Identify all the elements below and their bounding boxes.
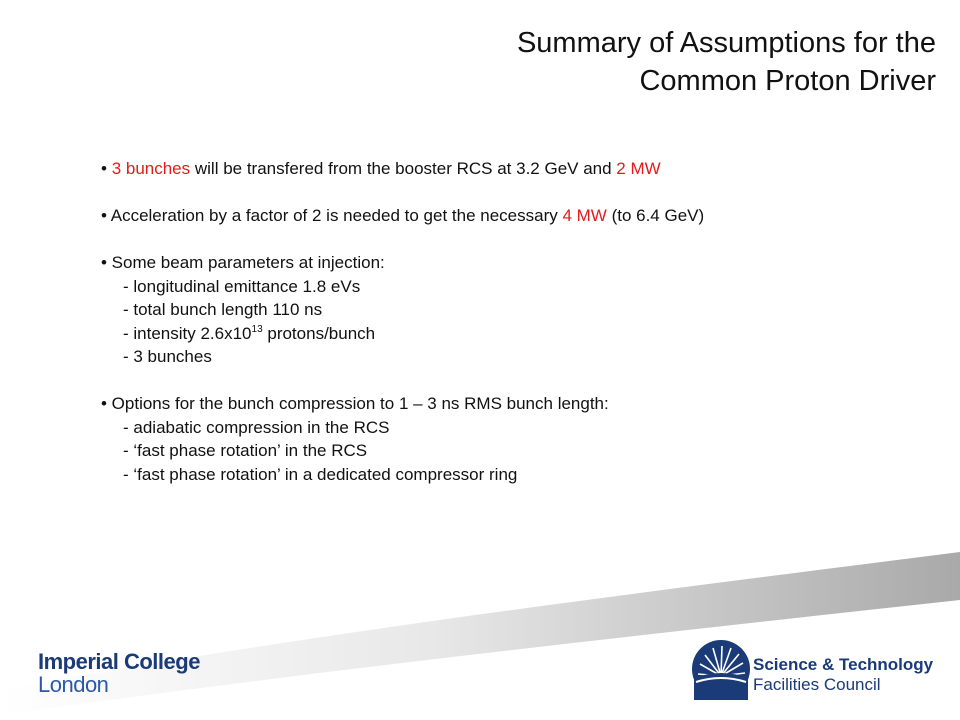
sub-item: - ‘fast phase rotation’ in a dedicated compressor ring: [123, 464, 518, 484]
bullet-compression-options: • Options for the bunch compression to 1 – 3 ns RMS bunch length:: [101, 394, 609, 413]
intensity-exponent: 13: [251, 323, 263, 335]
imperial-logo-line-2: London: [38, 672, 109, 697]
slide-body: [101, 157, 921, 486]
slide-title: [236, 24, 936, 100]
bullet-marker: •: [101, 159, 112, 178]
stfc-logo-text: [753, 655, 933, 695]
sub-item: - ‘fast phase rotation’ in the RCS: [123, 441, 368, 460]
bullet-beam-parameters: • Some beam parameters at injection:: [101, 253, 385, 272]
title-line-1: Summary of Assumptions for the: [516, 27, 936, 59]
sub-item: - adiabatic compression in the RCS: [123, 417, 390, 437]
sub-item-intensity: [101, 322, 921, 346]
imperial-logo-line-1: Imperial College: [38, 649, 200, 674]
bullet-transfer: [101, 157, 921, 181]
bullet-text: will be transfered from the booster RCS at 3.2 GeV and: [190, 159, 617, 178]
stfc-logo-line-2: Facilities Council: [753, 675, 881, 694]
highlight-power: 2 MW: [616, 159, 661, 178]
bullet-text: (to 6.4 GeV): [606, 206, 705, 225]
highlight-bunches: 3 bunches: [111, 159, 191, 178]
stfc-logo-line-1: Science & Technology: [753, 655, 934, 674]
intensity-unit: protons/bunch: [262, 323, 376, 343]
imperial-college-logo: [38, 650, 200, 696]
bullet-text: • Acceleration by a factor of 2 is needed to get the necessary: [101, 206, 563, 225]
intensity-text: - intensity 2.6x10: [123, 323, 252, 343]
title-line-2: Common Proton Driver: [639, 65, 936, 97]
sub-item: - 3 bunches: [123, 347, 212, 366]
highlight-power: 4 MW: [562, 206, 607, 225]
sub-item: - total bunch length 110 ns: [123, 300, 323, 319]
bullet-acceleration: [101, 204, 921, 228]
sub-item: - longitudinal emittance 1.8 eVs: [123, 276, 361, 296]
